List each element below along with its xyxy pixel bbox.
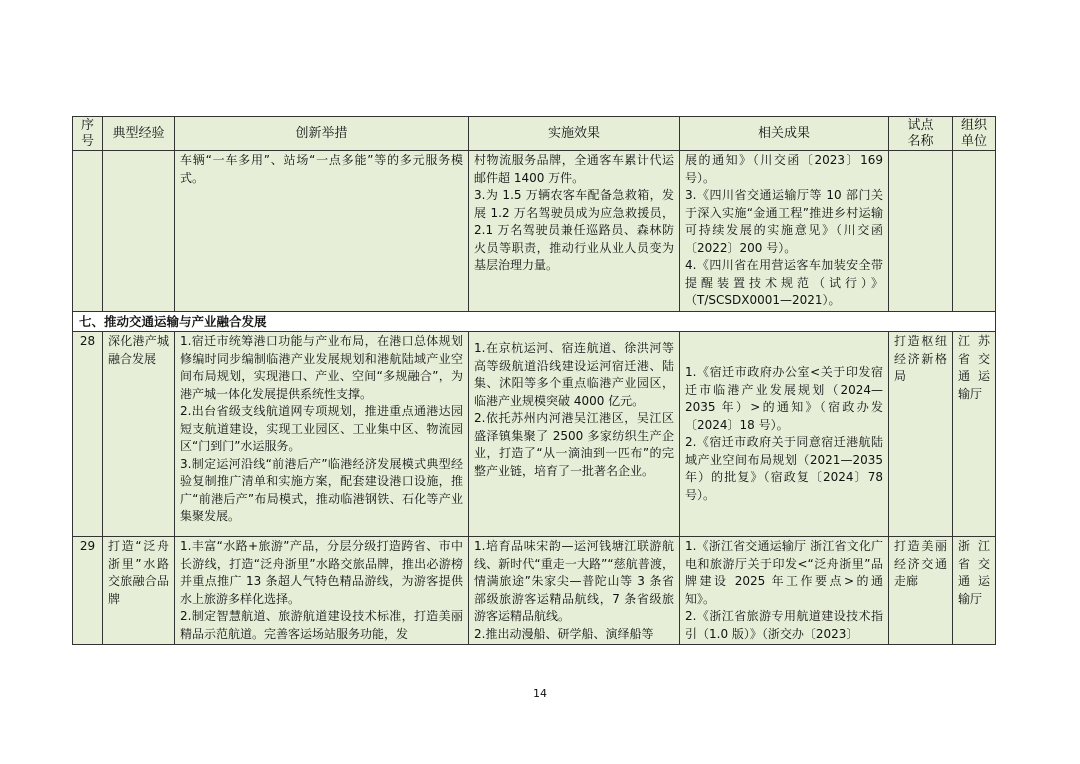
table-row-28 [73,332,996,537]
cell-effects: 村物流服务品牌，全通客车累计代运邮件超 1400 万件。 3.为 1.5 万辆农客车配备急救箱，发展 1.2 万名驾驶员成为应急救援员，2.1 万名驾驶员兼任巡路员、森林防火员等职责，推动行业从业人员变为基层治理力量。 [469,151,680,312]
pilot-name: 打造美丽经济交通走廊 [889,537,953,645]
page-number: 14 [533,687,547,700]
header-pilot: 试点 名称 [889,117,953,151]
results-text: 1.《宿迁市政府办公室<关于印发宿迁市临港产业发展规划（2024—2035 年）>的通知》（宿政办发〔2024〕18 号）。 2.《宿迁市政府关于同意宿迁港航陆域产业空间布局规划（2021—2035 年）的批复》（宿政复〔2024〕78 号）。 [680,332,889,537]
table-header-row [73,117,996,151]
organization: 江苏省交通运输厅 [953,332,996,537]
cell-results: 展的通知》（川交函〔2023〕169 号）。 3.《四川省交通运输厅等 10 部门关于深入实施“金通工程”推进乡村运输可持续发展的实施意见》（川交函〔2022〕200 号）。 4.《四川省在用营运客车加装安全带提醒装置技术规范（试行）》（T/SCSDX0001—2021）。 [680,151,889,312]
section-row [73,311,996,332]
pilot-name: 打造枢纽经济新格局 [889,332,953,537]
cell-num [73,151,103,312]
header-org: 组织 单位 [953,117,996,151]
section-title: 七、推动交通运输与产业融合发展 [73,311,996,332]
header-results: 相关成果 [680,117,889,151]
row-number: 29 [73,537,103,645]
cell-pilot [889,151,953,312]
effects-text: 1.培育品味宋韵—运河钱塘江联游航线、新时代“重走一大路”“慈航普渡，情满旅途”朱家尖—普陀山等 3 条省部级旅游客运精品航线，7 条省级旅游客运精品航线。 2.推出动漫船、研学船、演绎船等 [469,537,680,645]
organization: 浙江省交通运输厅 [953,537,996,645]
policy-table [72,116,996,645]
results-text: 1.《浙江省交通运输厅 浙江省文化广电和旅游厅关于印发<“泛舟浙里”品牌建设 2025 年工作要点>的通知》。 2.《浙江省旅游专用航道建设技术指引（1.0 版）》（浙交办〔2023〕 [680,537,889,645]
measures-text: 1.宿迁市统筹港口功能与产业布局，在港口总体规划修编时同步编制临港产业发展规划和港航陆域产业空间布局规划，实现港口、产业、空间“多规融合”，为港产城一体化发展提供系统性支撑。 2.出台省级支线航道网专项规划，推进重点通港达园短支航道建设，实现工业园区、工业集中区、物流园区“门到门”水运服务。 3.制定运河沿线“前港后产”临港经济发展模式典型经验复制推广清单和实施方案，配套建设港口设施，推广“前港后产”布局模式，推动临港钢铁、石化等产业集聚发展。 [175,332,469,537]
cell-measures: 车辆“一车多用”、站场“一点多能”等的多元服务模式。 [175,151,469,312]
measures-text: 1.丰富“水路+旅游”产品，分层分级打造跨省、市中长游线，打造“泛舟浙里”水路交旅品牌，推出必游榜并重点推广 13 条超人气特色精品游线，为游客提供水上旅游多样化选择。 2.制定智慧航道、旅游航道建设技术标准，打造美丽精品示范航道。完善客运场站服务功能，发 [175,537,469,645]
header-effects: 实施效果 [469,117,680,151]
experience-name: 深化港产城融合发展 [103,332,175,537]
table-row-continuation [73,151,996,312]
table-row-29 [73,537,996,645]
cell-org [953,151,996,312]
effects-text: 1.在京杭运河、宿连航道、徐洪河等高等级航道沿线建设运河宿迁港、陆集、沭阳等多个重点临港产业园区，临港产业规模突破 4000 亿元。 2.依托苏州内河港吴江港区，吴江区盛泽镇集聚了 2500 多家纺织生产企业，打造了“从一滴油到一匹布”的完整产业链，培育了一批著名企业。 [469,332,680,537]
experience-name: 打造“泛舟浙里”水路交旅融合品牌 [103,537,175,645]
row-number: 28 [73,332,103,537]
header-experience: 典型经验 [103,117,175,151]
header-num: 序 号 [73,117,103,151]
cell-experience [103,151,175,312]
header-measures: 创新举措 [175,117,469,151]
